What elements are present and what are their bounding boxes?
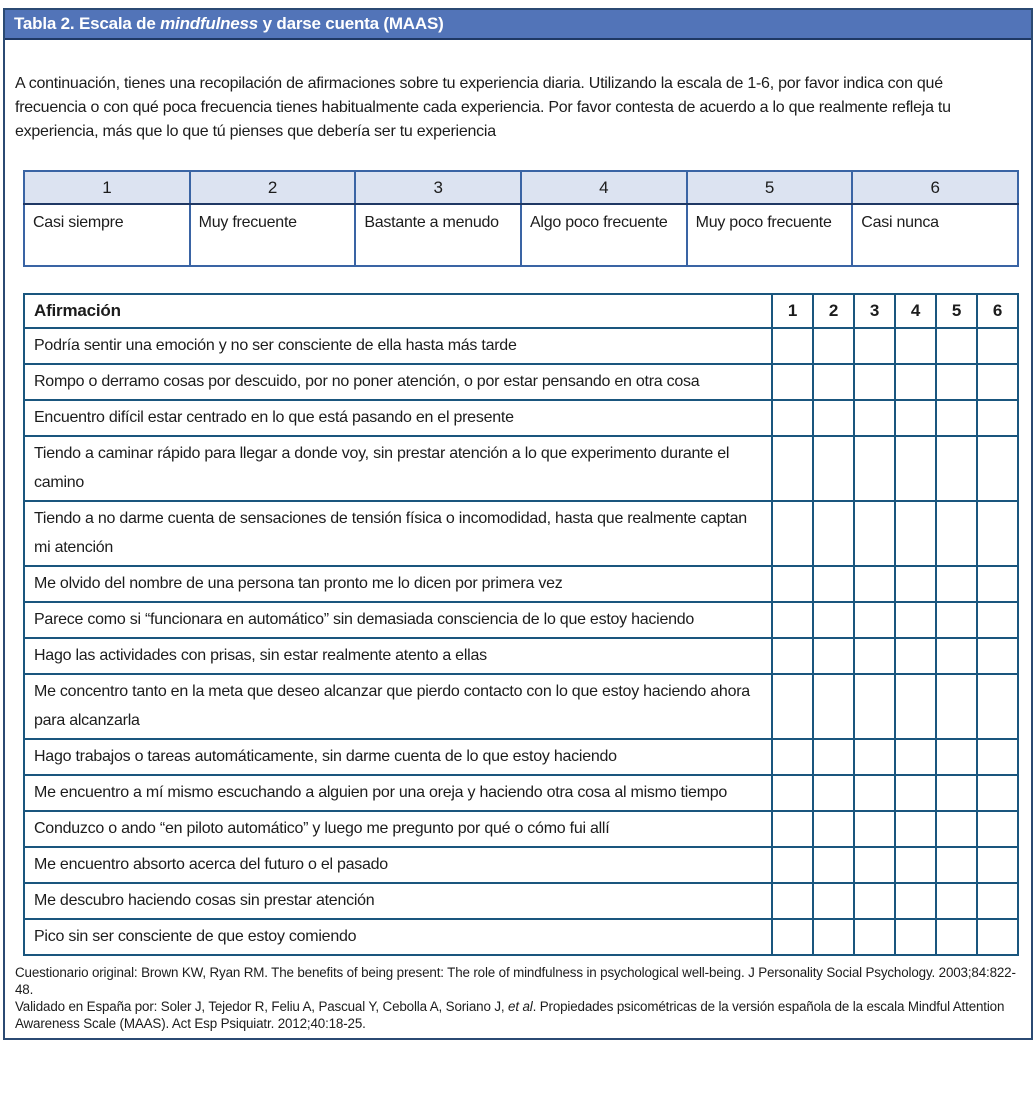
table-title-prefix: Tabla 2. Escala de bbox=[14, 14, 161, 33]
answer-cell-13-2 bbox=[813, 847, 854, 883]
statement-row-5 bbox=[24, 501, 1018, 566]
answer-cell-14-1 bbox=[772, 883, 813, 919]
answer-cell-6-5 bbox=[936, 566, 977, 602]
answer-cell-12-6 bbox=[977, 811, 1018, 847]
answer-cell-14-3 bbox=[854, 883, 895, 919]
answer-cell-11-1 bbox=[772, 775, 813, 811]
table-title-bar bbox=[5, 10, 1031, 40]
statement-text-9: Me concentro tanto en la meta que deseo alcanzar que pierdo contacto con lo que estoy haciendo ahora para alcanzarla bbox=[24, 674, 772, 739]
answer-cell-1-3 bbox=[854, 328, 895, 364]
statement-text-1: Podría sentir una emoción y no ser consciente de ella hasta más tarde bbox=[24, 328, 772, 364]
scale-label-2: Muy frecuente bbox=[190, 204, 356, 266]
answer-cell-7-3 bbox=[854, 602, 895, 638]
answer-cell-3-3 bbox=[854, 400, 895, 436]
answer-cell-10-4 bbox=[895, 739, 936, 775]
statement-row-13 bbox=[24, 847, 1018, 883]
scale-label-5: Muy poco frecuente bbox=[687, 204, 853, 266]
answer-cell-13-3 bbox=[854, 847, 895, 883]
answer-cell-1-2 bbox=[813, 328, 854, 364]
answer-cell-13-1 bbox=[772, 847, 813, 883]
option-column-header-4: 4 bbox=[895, 294, 936, 328]
statement-row-10 bbox=[24, 739, 1018, 775]
answer-cell-3-4 bbox=[895, 400, 936, 436]
answer-cell-3-6 bbox=[977, 400, 1018, 436]
answer-cell-10-5 bbox=[936, 739, 977, 775]
answer-cell-1-6 bbox=[977, 328, 1018, 364]
answer-cell-11-5 bbox=[936, 775, 977, 811]
answer-cell-12-2 bbox=[813, 811, 854, 847]
statement-text-13: Me encuentro absorto acerca del futuro o el pasado bbox=[24, 847, 772, 883]
option-column-header-2: 2 bbox=[813, 294, 854, 328]
footnote-original-citation: Cuestionario original: Brown KW, Ryan RM. The benefits of being present: The role of mindfulness in psychological well-being. J Personality Social Psychology. 2003;84:822-48. bbox=[15, 965, 1016, 997]
answer-cell-13-4 bbox=[895, 847, 936, 883]
table-title-italic: mindfulness bbox=[160, 14, 259, 33]
scale-label-1: Casi siempre bbox=[24, 204, 190, 266]
statement-row-7 bbox=[24, 602, 1018, 638]
statement-text-7: Parece como si “funcionara en automático” sin demasiada consciencia de lo que estoy haciendo bbox=[24, 602, 772, 638]
answer-cell-2-6 bbox=[977, 364, 1018, 400]
answer-cell-15-6 bbox=[977, 919, 1018, 955]
answer-cell-15-4 bbox=[895, 919, 936, 955]
scale-value-6: 6 bbox=[852, 171, 1018, 204]
answer-cell-5-2 bbox=[813, 501, 854, 566]
answer-cell-7-5 bbox=[936, 602, 977, 638]
footnotes bbox=[15, 964, 1017, 1032]
answer-cell-7-6 bbox=[977, 602, 1018, 638]
answer-cell-2-5 bbox=[936, 364, 977, 400]
option-column-header-1: 1 bbox=[772, 294, 813, 328]
answer-cell-9-3 bbox=[854, 674, 895, 739]
scale-value-2: 2 bbox=[190, 171, 356, 204]
answer-cell-6-3 bbox=[854, 566, 895, 602]
answer-cell-15-3 bbox=[854, 919, 895, 955]
answer-cell-12-4 bbox=[895, 811, 936, 847]
statement-row-14 bbox=[24, 883, 1018, 919]
answer-cell-6-4 bbox=[895, 566, 936, 602]
footnote-validation-text-2: . Propiedades psicométricas de la versión española de la escala Mindful Attention Awareness Scale (MAAS). Act Esp Psiquiatr. 2012;40:18-25. bbox=[15, 999, 1005, 1031]
scale-value-5: 5 bbox=[687, 171, 853, 204]
scale-label-6: Casi nunca bbox=[852, 204, 1018, 266]
answer-cell-6-2 bbox=[813, 566, 854, 602]
statement-row-8 bbox=[24, 638, 1018, 674]
statement-text-2: Rompo o derramo cosas por descuido, por no poner atención, o por estar pensando en otra cosa bbox=[24, 364, 772, 400]
scale-value-3: 3 bbox=[355, 171, 521, 204]
answer-cell-14-5 bbox=[936, 883, 977, 919]
answer-cell-6-1 bbox=[772, 566, 813, 602]
answer-cell-13-6 bbox=[977, 847, 1018, 883]
answer-cell-2-1 bbox=[772, 364, 813, 400]
answer-cell-1-5 bbox=[936, 328, 977, 364]
answer-cell-8-5 bbox=[936, 638, 977, 674]
answer-cell-2-2 bbox=[813, 364, 854, 400]
table-body bbox=[5, 40, 1031, 1038]
answer-cell-7-4 bbox=[895, 602, 936, 638]
answer-cell-8-4 bbox=[895, 638, 936, 674]
answer-cell-8-2 bbox=[813, 638, 854, 674]
answer-cell-11-3 bbox=[854, 775, 895, 811]
answer-cell-11-2 bbox=[813, 775, 854, 811]
statement-row-11 bbox=[24, 775, 1018, 811]
statement-row-1 bbox=[24, 328, 1018, 364]
answer-cell-4-5 bbox=[936, 436, 977, 501]
answer-cell-10-3 bbox=[854, 739, 895, 775]
statement-text-10: Hago trabajos o tareas automáticamente, sin darme cuenta de lo que estoy haciendo bbox=[24, 739, 772, 775]
statement-text-11: Me encuentro a mí mismo escuchando a alguien por una oreja y haciendo otra cosa al mismo tiempo bbox=[24, 775, 772, 811]
answer-cell-9-2 bbox=[813, 674, 854, 739]
answer-cell-5-1 bbox=[772, 501, 813, 566]
statement-row-12 bbox=[24, 811, 1018, 847]
scale-value-1: 1 bbox=[24, 171, 190, 204]
statement-text-6: Me olvido del nombre de una persona tan pronto me lo dicen por primera vez bbox=[24, 566, 772, 602]
scale-legend-table bbox=[23, 170, 1019, 267]
answer-cell-4-3 bbox=[854, 436, 895, 501]
statement-text-8: Hago las actividades con prisas, sin estar realmente atento a ellas bbox=[24, 638, 772, 674]
statement-row-2 bbox=[24, 364, 1018, 400]
answer-cell-5-4 bbox=[895, 501, 936, 566]
answer-cell-8-6 bbox=[977, 638, 1018, 674]
statement-text-12: Conduzco o ando “en piloto automático” y luego me pregunto por qué o cómo fui allí bbox=[24, 811, 772, 847]
answer-cell-12-3 bbox=[854, 811, 895, 847]
answer-cell-1-4 bbox=[895, 328, 936, 364]
answer-cell-11-6 bbox=[977, 775, 1018, 811]
answer-cell-5-3 bbox=[854, 501, 895, 566]
answer-cell-4-4 bbox=[895, 436, 936, 501]
answer-cell-9-4 bbox=[895, 674, 936, 739]
answer-cell-6-6 bbox=[977, 566, 1018, 602]
answer-cell-3-1 bbox=[772, 400, 813, 436]
answer-cell-9-1 bbox=[772, 674, 813, 739]
answer-cell-9-5 bbox=[936, 674, 977, 739]
table-title-suffix: y darse cuenta (MAAS) bbox=[258, 14, 444, 33]
answer-cell-1-1 bbox=[772, 328, 813, 364]
answer-cell-7-1 bbox=[772, 602, 813, 638]
answer-cell-11-4 bbox=[895, 775, 936, 811]
footnote-validation-text-1: Validado en España por: Soler J, Tejedor R, Feliu A, Pascual Y, Cebolla A, Soriano J, bbox=[15, 999, 509, 1014]
answer-cell-4-2 bbox=[813, 436, 854, 501]
statement-row-6 bbox=[24, 566, 1018, 602]
answer-cell-15-2 bbox=[813, 919, 854, 955]
answer-cell-5-5 bbox=[936, 501, 977, 566]
scale-label-3: Bastante a menudo bbox=[355, 204, 521, 266]
answer-cell-14-6 bbox=[977, 883, 1018, 919]
statement-text-14: Me descubro haciendo cosas sin prestar atención bbox=[24, 883, 772, 919]
questionnaire-header-row bbox=[24, 294, 1018, 328]
answer-cell-15-1 bbox=[772, 919, 813, 955]
answer-cell-14-2 bbox=[813, 883, 854, 919]
answer-cell-8-1 bbox=[772, 638, 813, 674]
answer-cell-3-2 bbox=[813, 400, 854, 436]
footnote-validation-citation bbox=[15, 998, 1017, 1032]
scale-label-4: Algo poco frecuente bbox=[521, 204, 687, 266]
option-column-header-5: 5 bbox=[936, 294, 977, 328]
answer-cell-10-2 bbox=[813, 739, 854, 775]
option-column-header-3: 3 bbox=[854, 294, 895, 328]
answer-cell-2-3 bbox=[854, 364, 895, 400]
statement-text-5: Tiendo a no darme cuenta de sensaciones de tensión física o incomodidad, hasta que realmente captan mi atención bbox=[24, 501, 772, 566]
option-column-header-6: 6 bbox=[977, 294, 1018, 328]
scale-header-row bbox=[24, 171, 1018, 204]
statement-row-15 bbox=[24, 919, 1018, 955]
questionnaire-body bbox=[24, 328, 1018, 955]
scale-value-4: 4 bbox=[521, 171, 687, 204]
answer-cell-7-2 bbox=[813, 602, 854, 638]
statement-text-15: Pico sin ser consciente de que estoy comiendo bbox=[24, 919, 772, 955]
answer-cell-15-5 bbox=[936, 919, 977, 955]
answer-cell-13-5 bbox=[936, 847, 977, 883]
scale-label-row bbox=[24, 204, 1018, 266]
answer-cell-14-4 bbox=[895, 883, 936, 919]
statement-row-3 bbox=[24, 400, 1018, 436]
answer-cell-4-6 bbox=[977, 436, 1018, 501]
questionnaire-table bbox=[23, 293, 1019, 956]
answer-cell-4-1 bbox=[772, 436, 813, 501]
statement-text-4: Tiendo a caminar rápido para llegar a donde voy, sin prestar atención a lo que experimento durante el camino bbox=[24, 436, 772, 501]
answer-cell-5-6 bbox=[977, 501, 1018, 566]
statement-text-3: Encuentro difícil estar centrado en lo que está pasando en el presente bbox=[24, 400, 772, 436]
answer-cell-12-1 bbox=[772, 811, 813, 847]
answer-cell-3-5 bbox=[936, 400, 977, 436]
answer-cell-2-4 bbox=[895, 364, 936, 400]
statement-row-4 bbox=[24, 436, 1018, 501]
footnote-validation-et-al: et al bbox=[508, 999, 533, 1014]
answer-cell-12-5 bbox=[936, 811, 977, 847]
answer-cell-10-1 bbox=[772, 739, 813, 775]
statement-row-9 bbox=[24, 674, 1018, 739]
instructions-text: A continuación, tienes una recopilación de afirmaciones sobre tu experiencia diaria. Utilizando la escala de 1-6, por favor indica con qué frecuencia o con qué poca frecuencia tienes habitualmente cada experiencia. Por favor contesta de acuerdo a lo que realmente refleja tu experiencia, más que lo que tú pienses que debería ser tu experiencia bbox=[15, 75, 951, 140]
table-figure bbox=[3, 8, 1033, 1040]
statement-column-header: Afirmación bbox=[24, 294, 772, 328]
answer-cell-9-6 bbox=[977, 674, 1018, 739]
answer-cell-8-3 bbox=[854, 638, 895, 674]
answer-cell-10-6 bbox=[977, 739, 1018, 775]
